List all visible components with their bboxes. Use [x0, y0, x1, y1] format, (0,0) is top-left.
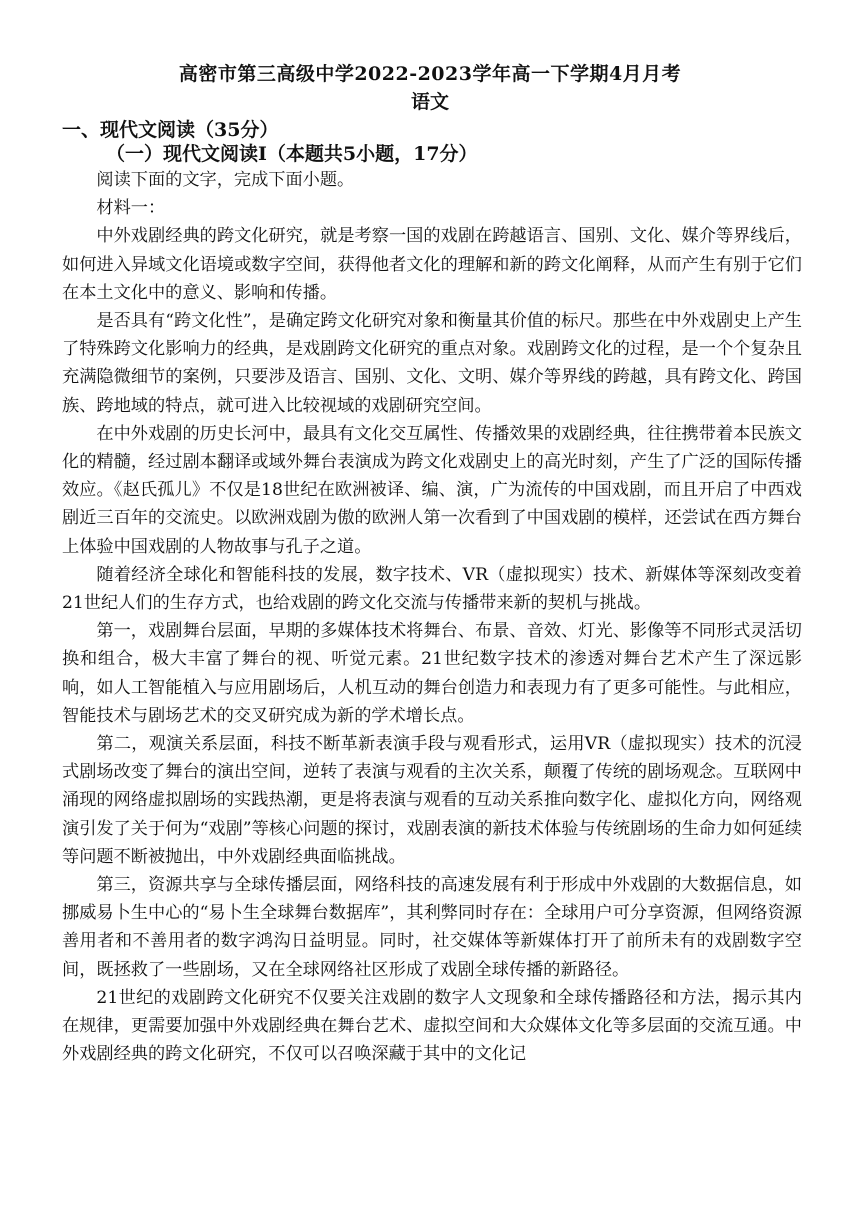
reading-passage	[62, 166, 802, 1069]
section-heading: 一、现代文阅读（35分）	[62, 119, 279, 141]
subject-title: 语文	[410, 91, 449, 113]
subsection-heading: （一）现代文阅读Ⅰ（本题共5小题，17分）	[106, 143, 478, 165]
material-label: 材料一：	[96, 198, 166, 219]
paragraph-7: 第三，资源共享与全球传播层面，网络科技的高速发展有利于形成中外戏剧的大数据信息，如挪威易卜生中心的“易卜生全球舞台数据库”，其利弊同时存在：全球用户可分享资源，但网络资源善用者和不善用者的数字鸿沟日益明显。同时，社交媒体等新媒体打开了前所未有的戏剧数字空间，既拯救了一些剧场，又在全球网络社区形成了戏剧全球传播的新路径。	[62, 875, 802, 980]
paragraph-2: 是否具有“跨文化性”，是确定跨文化研究对象和衡量其价值的标尺。那些在中外戏剧史上产生了特殊跨文化影响力的经典，是戏剧跨文化研究的重点对象。戏剧跨文化的过程，是一个个复杂且充满隐微细节的案例，只要涉及语言、国别、文化、文明、媒介等界线的跨越，具有跨文化、跨国族、跨地域的特点，就可进入比较视域的戏剧研究空间。	[62, 311, 802, 416]
paragraph-8: 21世纪的戏剧跨文化研究不仅要关注戏剧的数字人文现象和全球传播路径和方法，揭示其内在规律，更需要加强中外戏剧经典在舞台艺术、虚拟空间和大众媒体文化等多层面的交流互通。中外戏剧经典的跨文化研究，不仅可以召唤深藏于其中的文化记	[62, 987, 802, 1065]
paragraph-4: 随着经济全球化和智能科技的发展，数字技术、VR（虚拟现实）技术、新媒体等深刻改变着21世纪人们的生存方式，也给戏剧的跨文化交流与传播带来新的契机与挑战。	[62, 564, 802, 614]
paragraph-1: 中外戏剧经典的跨文化研究，就是考察一国的戏剧在跨越语言、国别、文化、媒介等界线后，如何进入异域文化语境或数字空间，获得他者文化的理解和新的跨文化阐释，从而产生有别于它们在本土文化中的意义、影响和传播。	[62, 226, 802, 303]
paragraph-3: 在中外戏剧的历史长河中，最具有文化交互属性、传播效果的戏剧经典，往往携带着本民族文化的精髓，经过剧本翻译或域外舞台表演成为跨文化戏剧史上的高光时刻，产生了广泛的国际传播效应。《赵氏孤儿》不仅是18世纪在欧洲被译、编、演，广为流传的中国戏剧，而且开启了中西戏剧近三百年的交流史。以欧洲戏剧为傲的欧洲人第一次看到了中国戏剧的模样，还尝试在西方舞台上体验中国戏剧的人物故事与孔子之道。	[62, 423, 802, 557]
paragraph-6: 第二，观演关系层面，科技不断革新表演手段与观看形式，运用VR（虚拟现实）技术的沉浸式剧场改变了舞台的演出空间，逆转了表演与观看的主次关系，颠覆了传统的剧场观念。互联网中涌现的网络虚拟剧场的实践热潮，更是将表演与观看的互动关系推向数字化、虚拟化方向，网络观演引发了关于何为“戏剧”等核心问题的探讨，戏剧表演的新技术体验与传统剧场的生命力如何延续等问题不断被抛出，中外戏剧经典面临挑战。	[62, 734, 802, 867]
exam-title: 高密市第三高级中学2022-2023学年高一下学期4月月考	[178, 63, 682, 85]
instruction-text: 阅读下面的文字，完成下面小题。	[96, 170, 355, 190]
paragraph-5: 第一，戏剧舞台层面，早期的多媒体技术将舞台、布景、音效、灯光、影像等不同形式灵活切换和组合，极大丰富了舞台的视、听觉元素。21世纪数字技术的渗透对舞台艺术产生了深远影响，如人工智能植入与应用剧场后，人机互动的舞台创造力和表现力有了更多可能性。与此相应，智能技术与剧场艺术的交叉研究成为新的学术增长点。	[62, 621, 802, 726]
